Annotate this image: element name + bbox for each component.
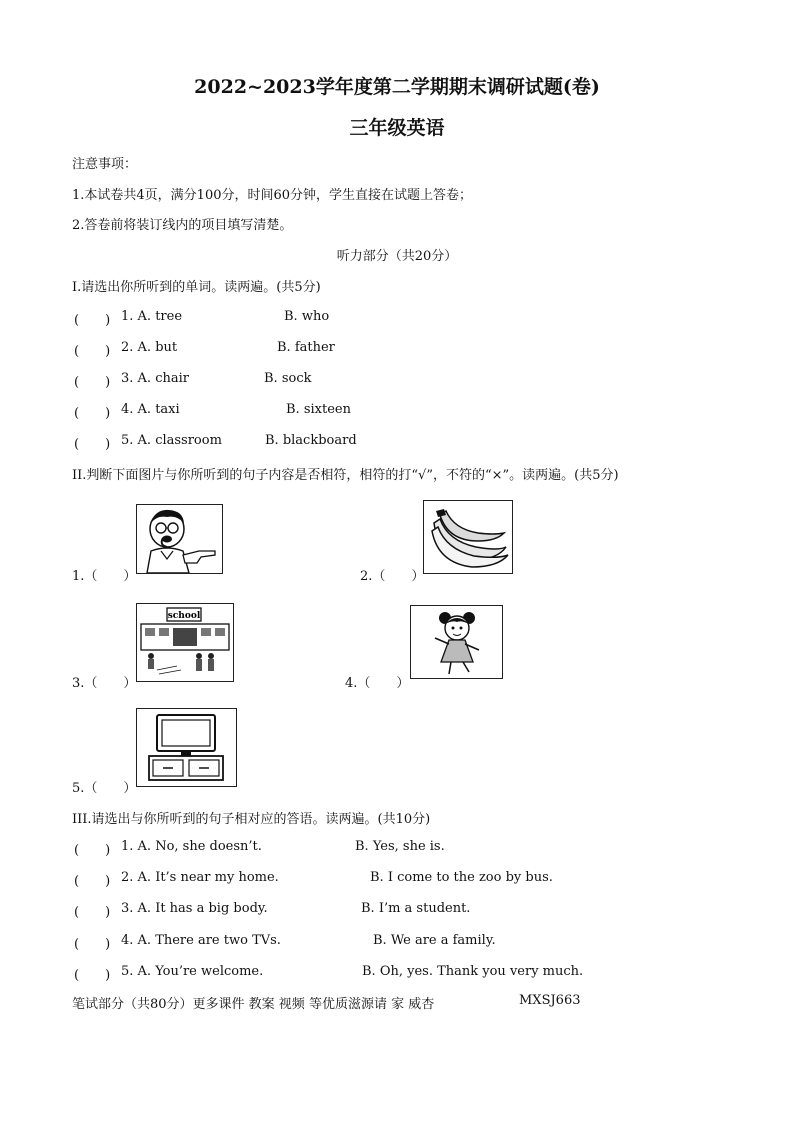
notes-heading: 注意事项： (72, 157, 138, 172)
option-b: B. who (284, 309, 330, 324)
answer-blank[interactable]: ( ) (74, 843, 111, 858)
answer-blank[interactable]: ( ) (74, 937, 111, 952)
section1-heading: I.请选出你所听到的单词。读两遍。(共5分) (72, 280, 321, 295)
bananas-picture (423, 500, 513, 574)
girl-picture (410, 605, 503, 679)
option-b: B. father (277, 340, 335, 355)
notes-line-1: 1.本试卷共4页，满分100分，时间60分钟，学生直接在试题上答卷； (72, 188, 473, 203)
school-picture (136, 603, 234, 682)
option-b: B. Yes, she is. (355, 839, 445, 854)
answer-blank[interactable]: ( ) (74, 313, 111, 328)
option-a: 4. A. There are two TVs. (121, 933, 281, 948)
answer-blank[interactable]: ( ) (74, 968, 111, 983)
picture-answer-1[interactable]: 1.（ ） (72, 569, 137, 584)
page-subtitle: 三年级英语 (349, 117, 445, 139)
answer-blank[interactable]: ( ) (74, 406, 111, 421)
picture-answer-4[interactable]: 4.（ ） (345, 676, 410, 691)
option-a: 5. A. You’re welcome. (121, 964, 264, 979)
option-a: 4. A. taxi (121, 402, 180, 417)
option-a: 2. A. It’s near my home. (121, 870, 279, 885)
listening-heading: 听力部分（共20分） (336, 249, 458, 264)
option-b: B. sixteen (286, 402, 351, 417)
option-a: 1. A. No, she doesn’t. (121, 839, 262, 854)
answer-blank[interactable]: ( ) (74, 437, 111, 452)
option-a: 3. A. It has a big body. (121, 901, 268, 916)
answer-blank[interactable]: ( ) (74, 344, 111, 359)
option-b: B. I’m a student. (361, 901, 471, 916)
tv-picture (136, 708, 237, 787)
answer-blank[interactable]: ( ) (74, 905, 111, 920)
option-a: 3. A. chair (121, 371, 189, 386)
option-a: 2. A. but (121, 340, 178, 355)
option-a: 5. A. classroom (121, 433, 222, 448)
answer-blank[interactable]: ( ) (74, 375, 111, 390)
option-b: B. sock (264, 371, 312, 386)
notes-line-2: 2.答卷前将装订线内的项目填写清楚。 (72, 218, 293, 233)
section2-heading: II.判断下面图片与你所听到的句子内容是否相符，相符的打“√”，不符的“×”。读两遍。(共5分) (72, 468, 619, 483)
school-sign: school (167, 611, 201, 621)
picture-answer-2[interactable]: 2.（ ） (360, 569, 425, 584)
written-part-heading: 笔试部分（共80分）更多课件 教案 视频 等优质滋源请 家 威杏 (72, 997, 435, 1012)
option-b: B. I come to the zoo by bus. (370, 870, 553, 885)
boy-pointing-picture (136, 504, 223, 574)
section3-heading: III.请选出与你所听到的句子相对应的答语。读两遍。(共10分) (72, 812, 431, 827)
option-b: B. blackboard (265, 433, 357, 448)
footer-code: MXSJ663 (519, 993, 581, 1008)
option-b: B. We are a family. (373, 933, 496, 948)
page-title: 2022~2023学年度第二学期期末调研试题(卷) (194, 76, 600, 98)
answer-blank[interactable]: ( ) (74, 874, 111, 889)
option-b: B. Oh, yes. Thank you very much. (362, 964, 584, 979)
picture-answer-5[interactable]: 5.（ ） (72, 781, 137, 796)
option-a: 1. A. tree (121, 309, 183, 324)
picture-answer-3[interactable]: 3.（ ） (72, 676, 137, 691)
